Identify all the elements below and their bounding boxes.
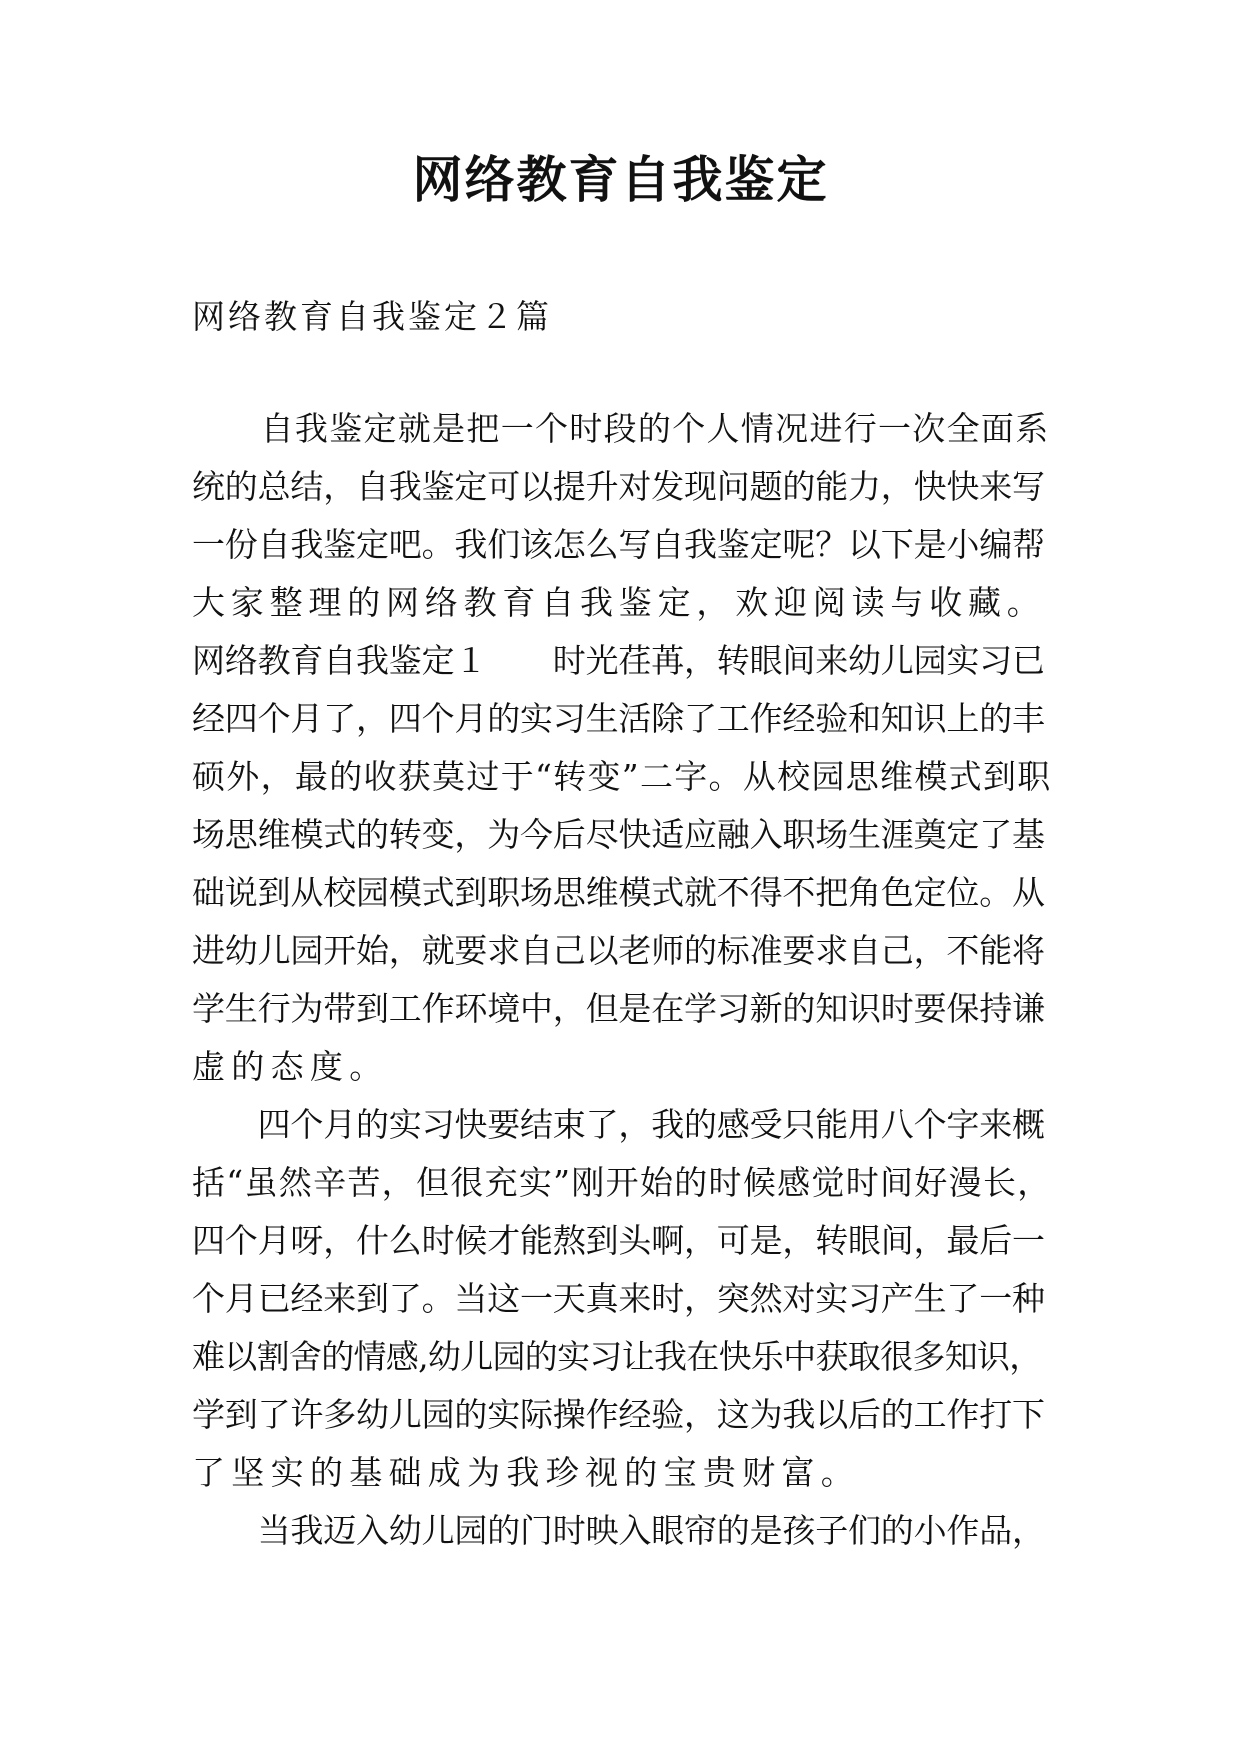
body-line: 四个月呀，什么时候才能熬到头啊，可是，转眼间，最后一: [192, 1221, 1045, 1260]
body-line: 统的总结，自我鉴定可以提升对发现问题的能力，快快来写: [192, 467, 1045, 506]
body-line: 经四个月了，四个月的实习生活除了工作经验和知识上的丰: [192, 699, 1045, 738]
body-line: 难以割舍的情感,幼儿园的实习让我在快乐中获取很多知识，: [192, 1337, 1042, 1376]
body-line: 进幼儿园开始，就要求自己以老师的标准要求自己，不能将: [192, 931, 1045, 970]
body-line: 四个月的实习快要结束了，我的感受只能用八个字来概: [192, 1105, 1045, 1144]
body-line: 础说到从校园模式到职场思维模式就不得不把角色定位。从: [192, 873, 1045, 912]
body-line: 网络教育自我鉴定１ 时光荏苒，转眼间来幼儿园实习已: [192, 641, 1045, 680]
body-line: 场思维模式的转变，为今后尽快适应融入职场生涯奠定了基: [192, 815, 1045, 854]
body-line: 个月已经来到了。当这一天真来时，突然对实习产生了一种: [192, 1279, 1045, 1318]
body-line: 虚的态度。: [192, 1047, 389, 1086]
document-title: 网络教育自我鉴定: [412, 150, 829, 209]
body-line: 了坚实的基础成为我珍视的宝贵财富。: [192, 1453, 861, 1492]
body-line: 一份自我鉴定吧。我们该怎么写自我鉴定呢？以下是小编帮: [192, 525, 1045, 564]
body-line: 学到了许多幼儿园的实际操作经验，这为我以后的工作打下: [192, 1395, 1045, 1434]
body-line: 当我迈入幼儿园的门时映入眼帘的是孩子们的小作品，: [192, 1511, 1045, 1550]
body-line: 硕外，最的收获莫过于“转变”二字。从校园思维模式到职: [192, 757, 1052, 796]
body-line: 学生行为带到工作环境中，但是在学习新的知识时要保持谦: [192, 989, 1045, 1028]
body-line: 大家整理的网络教育自我鉴定，欢迎阅读与收藏。: [192, 583, 1046, 622]
body-line: 括“虽然辛苦，但很充实”刚开始的时候感觉时间好漫长，: [192, 1163, 1052, 1202]
body-line: 自我鉴定就是把一个时段的个人情况进行一次全面系: [192, 409, 1050, 448]
document-subtitle: 网络教育自我鉴定２篇: [192, 297, 552, 336]
